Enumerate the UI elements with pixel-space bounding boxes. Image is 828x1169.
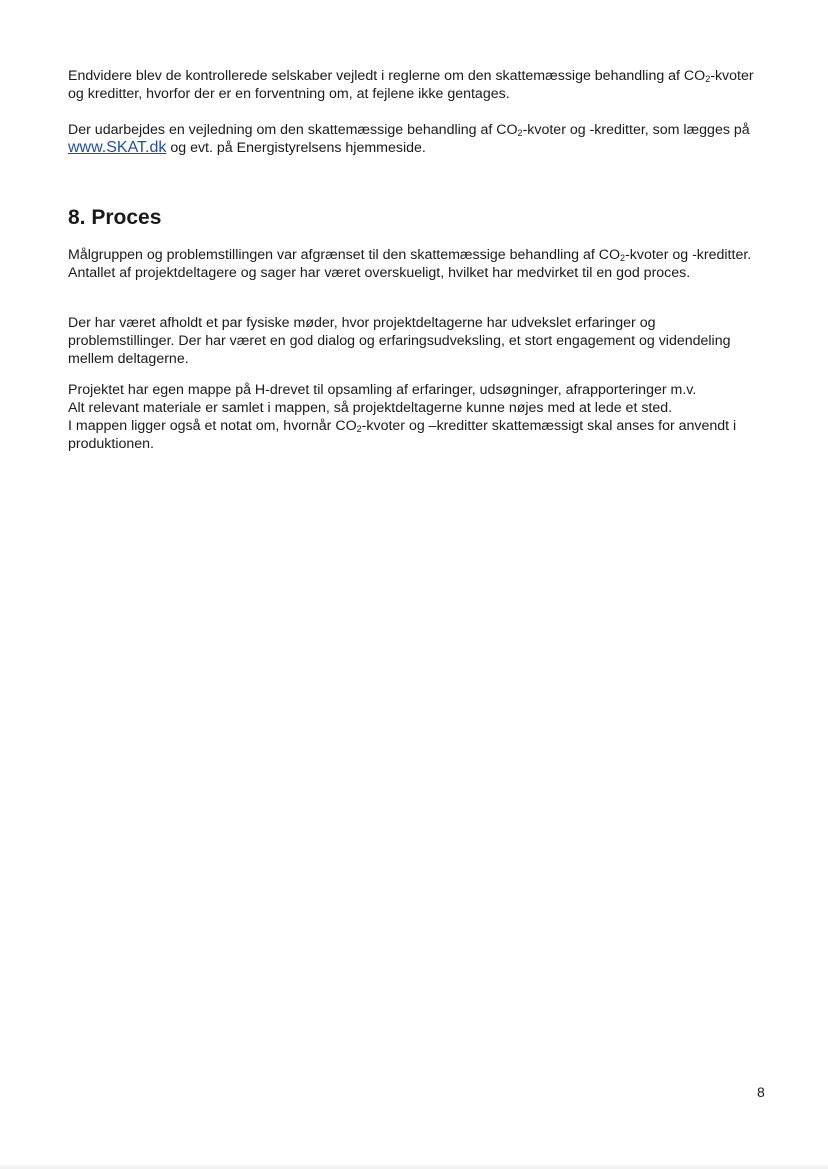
subscript-2: 2 (620, 253, 626, 263)
paragraph-text (68, 121, 758, 157)
text-segment: I mappen ligger også et notat om, hvornår CO (68, 418, 357, 434)
paragraph-text: Der har været afholdt et par fysiske møder, hvor projektdeltagerne har udvekslet erfaringer og problemstillinger. Der har været en god dialog og erfaringsudveksling, et stort engagement og videndeling mellem deltagerne. (68, 315, 731, 367)
text-segment: Målgruppen og problemstillingen var afgrænset til den skattemæssige behandling af CO (68, 247, 621, 263)
text-segment: Endvidere blev de kontrollerede selskaber vejledt i reglerne om den skattemæssige behandling af CO (68, 68, 706, 84)
paragraph-guidance-document (68, 121, 758, 157)
subscript-2: 2 (517, 128, 523, 138)
text-segment: -kvoter og -kreditter. Antallet af projektdeltagere og sager har været overskueligt, hvilket har medvirket til en god proces. (68, 247, 752, 281)
paragraph-line-3 (68, 417, 758, 453)
paragraph-meetings (68, 314, 758, 368)
page-number: 8 (757, 1084, 765, 1100)
paragraph-guidance-companies (68, 67, 758, 103)
paragraph-project-folder (68, 381, 758, 453)
text-segment: -kvoter og kreditter, hvorfor der er en forventning om, at fejlene ikke gentages. (68, 68, 754, 102)
subscript-2: 2 (705, 74, 711, 84)
text-segment: -kvoter og -kreditter, som lægges på (522, 122, 750, 138)
scan-bottom-edge (0, 1163, 828, 1169)
paragraph-target-group (68, 246, 758, 282)
paragraph-text (68, 246, 758, 282)
text-segment: og evt. på Energistyrelsens hjemmeside. (166, 140, 426, 156)
skat-website-link[interactable]: www.SKAT.dk (68, 139, 167, 156)
text-segment: -kvoter og –kreditter skattemæssigt skal anses for anvendt i produktionen. (68, 418, 737, 452)
paragraph-line-2: Alt relevant materiale er samlet i mappen, så projektdeltagerne kunne nøjes med at lede et sted. (68, 400, 673, 416)
text-segment: Der udarbejdes en vejledning om den skattemæssige behandling af CO (68, 122, 518, 138)
paragraph-line-1: Projektet har egen mappe på H-drevet til opsamling af erfaringer, udsøgninger, afrapporteringer m.v. (68, 382, 697, 398)
subscript-2: 2 (356, 424, 362, 434)
section-heading-proces: 8. Proces (68, 206, 162, 229)
paragraph-text (68, 67, 758, 103)
